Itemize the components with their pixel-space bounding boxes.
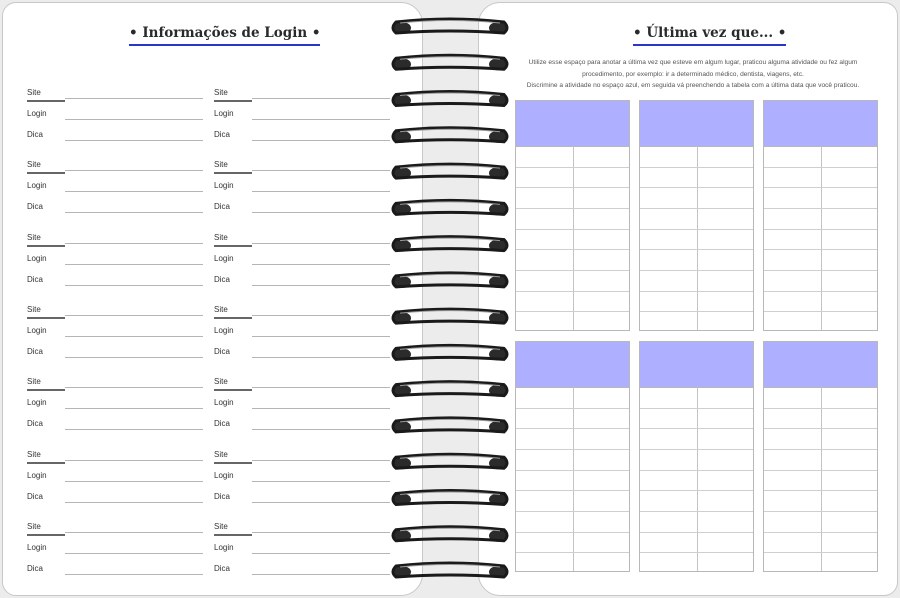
row-divider — [764, 532, 877, 533]
field-label: Site — [27, 521, 41, 531]
field-tip[interactable] — [27, 275, 203, 287]
row-divider — [764, 270, 877, 271]
write-line — [252, 98, 390, 99]
row-divider — [516, 470, 629, 471]
field-site[interactable] — [214, 233, 390, 245]
write-line — [65, 170, 203, 171]
row-divider — [640, 470, 753, 471]
field-login[interactable] — [214, 543, 390, 555]
write-line — [65, 574, 203, 575]
field-label: Login — [214, 470, 234, 480]
field-site[interactable] — [214, 450, 390, 462]
field-label: Dica — [27, 346, 44, 356]
field-label: Site — [27, 377, 41, 387]
write-line — [65, 212, 203, 213]
field-label: Dica — [27, 491, 44, 501]
row-divider — [640, 270, 753, 271]
write-line — [65, 264, 203, 265]
row-divider — [640, 249, 753, 250]
site-underline — [27, 317, 65, 319]
site-underline — [27, 462, 65, 464]
write-line — [65, 119, 203, 120]
write-line — [65, 502, 203, 503]
field-label: Login — [214, 253, 234, 263]
row-divider — [516, 408, 629, 409]
field-tip[interactable] — [214, 492, 390, 504]
field-label: Site — [27, 304, 41, 314]
site-underline — [27, 172, 65, 174]
row-divider — [516, 167, 629, 168]
field-label: Site — [214, 521, 228, 531]
row-divider — [516, 449, 629, 450]
field-label: Dica — [214, 274, 231, 284]
left-page — [2, 2, 423, 596]
row-divider — [640, 552, 753, 553]
site-underline — [214, 462, 252, 464]
row-divider — [516, 229, 629, 230]
field-label: Site — [214, 304, 228, 314]
write-line — [65, 336, 203, 337]
instructions-line: Utilize esse espaço para anotar a última vez que esteve em algum lugar, praticou alguma atividade ou fez algum — [528, 59, 858, 66]
field-login[interactable] — [27, 398, 203, 410]
field-tip[interactable] — [27, 492, 203, 504]
row-divider — [764, 511, 877, 512]
site-underline — [27, 245, 65, 247]
row-divider — [516, 249, 629, 250]
write-line — [65, 481, 203, 482]
field-label: Login — [214, 398, 234, 408]
field-label: Site — [27, 88, 41, 97]
field-login[interactable] — [214, 254, 390, 266]
write-line — [252, 502, 390, 503]
last-time-table — [763, 100, 878, 331]
column-divider — [697, 387, 698, 571]
right-page — [478, 2, 898, 596]
last-time-table — [639, 100, 754, 331]
field-login[interactable] — [27, 109, 203, 121]
field-tip[interactable] — [214, 419, 390, 431]
write-line — [252, 532, 390, 533]
write-line — [65, 460, 203, 461]
field-site[interactable] — [27, 160, 203, 172]
field-label: Dica — [27, 202, 44, 212]
field-label: Dica — [214, 491, 231, 501]
write-line — [65, 532, 203, 533]
row-divider — [764, 291, 877, 292]
write-line — [65, 140, 203, 141]
site-underline — [27, 389, 65, 391]
site-underline — [214, 534, 252, 536]
row-divider — [640, 428, 753, 429]
row-divider — [640, 311, 753, 312]
field-login[interactable] — [214, 181, 390, 193]
field-tip[interactable] — [214, 564, 390, 576]
column-divider — [573, 146, 574, 330]
row-divider — [516, 208, 629, 209]
activity-header-cell[interactable] — [764, 101, 877, 147]
row-divider — [516, 532, 629, 533]
field-label: Login — [27, 470, 47, 480]
field-login[interactable] — [27, 326, 203, 338]
field-label: Login — [214, 181, 234, 191]
field-label: Dica — [214, 130, 231, 139]
field-tip[interactable] — [27, 347, 203, 359]
last-time-table — [515, 100, 630, 331]
last-time-table — [763, 341, 878, 572]
row-divider — [640, 449, 753, 450]
field-label: Login — [214, 109, 234, 118]
field-label: Login — [27, 181, 47, 191]
write-line — [252, 553, 390, 554]
row-divider — [516, 490, 629, 491]
write-line — [252, 264, 390, 265]
write-line — [65, 429, 203, 430]
row-divider — [764, 552, 877, 553]
row-divider — [516, 552, 629, 553]
column-divider — [573, 387, 574, 571]
field-label: Site — [27, 449, 41, 459]
row-divider — [764, 229, 877, 230]
row-divider — [764, 249, 877, 250]
write-line — [252, 285, 390, 286]
field-login[interactable] — [27, 471, 203, 483]
field-site[interactable] — [27, 233, 203, 245]
field-label: Login — [27, 325, 47, 335]
write-line — [252, 429, 390, 430]
last-time-table — [639, 341, 754, 572]
field-site[interactable] — [27, 88, 203, 100]
field-label: Site — [214, 88, 228, 97]
row-divider — [640, 511, 753, 512]
row-divider — [640, 187, 753, 188]
write-line — [252, 119, 390, 120]
write-line — [65, 243, 203, 244]
site-underline — [27, 534, 65, 536]
site-underline — [214, 245, 252, 247]
write-line — [252, 387, 390, 388]
field-site[interactable] — [27, 377, 203, 389]
write-line — [65, 98, 203, 99]
field-tip[interactable] — [27, 564, 203, 576]
field-tip[interactable] — [214, 347, 390, 359]
write-line — [252, 357, 390, 358]
row-divider — [640, 167, 753, 168]
write-line — [65, 315, 203, 316]
row-divider — [764, 428, 877, 429]
field-label: Site — [214, 377, 228, 387]
write-line — [252, 574, 390, 575]
field-label: Login — [214, 542, 234, 552]
site-underline — [27, 100, 65, 102]
instructions-text — [513, 57, 873, 92]
row-divider — [640, 229, 753, 230]
write-line — [252, 460, 390, 461]
write-line — [65, 357, 203, 358]
field-login[interactable] — [214, 398, 390, 410]
row-divider — [764, 208, 877, 209]
site-underline — [214, 317, 252, 319]
instructions-line: Discrimine a atividade no espaço azul, em seguida vá preenchendo a tabela com a última data que você praticou. — [526, 82, 860, 89]
field-label: Site — [27, 160, 41, 170]
field-tip[interactable] — [214, 202, 390, 214]
write-line — [252, 336, 390, 337]
write-line — [252, 243, 390, 244]
row-divider — [516, 311, 629, 312]
activity-header-cell[interactable] — [516, 101, 629, 147]
write-line — [252, 481, 390, 482]
row-divider — [516, 511, 629, 512]
field-site[interactable] — [214, 88, 390, 100]
field-label: Dica — [27, 563, 44, 573]
write-line — [65, 553, 203, 554]
field-site[interactable] — [214, 305, 390, 317]
write-line — [252, 212, 390, 213]
column-divider — [821, 146, 822, 330]
write-line — [65, 387, 203, 388]
activity-header-cell[interactable] — [640, 101, 753, 147]
activity-header-cell[interactable] — [640, 342, 753, 388]
field-site[interactable] — [27, 450, 203, 462]
field-label: Login — [27, 253, 47, 263]
write-line — [252, 408, 390, 409]
row-divider — [764, 449, 877, 450]
column-divider — [697, 146, 698, 330]
last-time-title: • Última vez que... • — [633, 25, 786, 46]
site-underline — [214, 172, 252, 174]
field-login[interactable] — [214, 471, 390, 483]
write-line — [252, 170, 390, 171]
row-divider — [516, 270, 629, 271]
field-label: Dica — [27, 130, 44, 139]
field-login[interactable] — [214, 109, 390, 121]
field-label: Site — [27, 232, 41, 242]
activity-header-cell[interactable] — [764, 342, 877, 388]
field-site[interactable] — [27, 305, 203, 317]
field-login[interactable] — [27, 543, 203, 555]
write-line — [252, 140, 390, 141]
activity-header-cell[interactable] — [516, 342, 629, 388]
field-tip[interactable] — [27, 202, 203, 214]
field-login[interactable] — [214, 326, 390, 338]
row-divider — [764, 408, 877, 409]
write-line — [65, 191, 203, 192]
row-divider — [764, 490, 877, 491]
instructions-line: procedimento, por exemplo: ir a determinado médico, dentista, viagens, etc. — [582, 70, 804, 78]
field-site[interactable] — [214, 522, 390, 534]
site-underline — [214, 100, 252, 102]
row-divider — [764, 187, 877, 188]
field-site[interactable] — [214, 160, 390, 172]
login-info-title: • Informações de Login • — [129, 25, 320, 46]
field-label: Login — [27, 542, 47, 552]
last-time-table — [515, 341, 630, 572]
row-divider — [764, 167, 877, 168]
row-divider — [516, 187, 629, 188]
field-label: Dica — [214, 346, 231, 356]
column-divider — [821, 387, 822, 571]
field-tip[interactable] — [214, 275, 390, 287]
field-label: Login — [27, 109, 47, 118]
field-label: Login — [27, 398, 47, 408]
field-label: Dica — [27, 419, 44, 429]
row-divider — [516, 428, 629, 429]
site-underline — [214, 389, 252, 391]
field-login[interactable] — [27, 181, 203, 193]
field-tip[interactable] — [27, 130, 203, 142]
field-site[interactable] — [214, 377, 390, 389]
row-divider — [640, 532, 753, 533]
field-label: Site — [214, 449, 228, 459]
write-line — [252, 191, 390, 192]
field-label: Dica — [214, 419, 231, 429]
field-tip[interactable] — [214, 130, 390, 142]
field-label: Login — [214, 325, 234, 335]
write-line — [252, 315, 390, 316]
row-divider — [640, 208, 753, 209]
row-divider — [516, 291, 629, 292]
write-line — [65, 408, 203, 409]
field-label: Site — [214, 160, 228, 170]
field-tip[interactable] — [27, 419, 203, 431]
field-label: Dica — [27, 274, 44, 284]
write-line — [65, 285, 203, 286]
row-divider — [640, 408, 753, 409]
field-login[interactable] — [27, 254, 203, 266]
field-label: Dica — [214, 563, 231, 573]
row-divider — [640, 490, 753, 491]
field-label: Dica — [214, 202, 231, 212]
field-label: Site — [214, 232, 228, 242]
field-site[interactable] — [27, 522, 203, 534]
row-divider — [764, 311, 877, 312]
row-divider — [764, 470, 877, 471]
row-divider — [640, 291, 753, 292]
